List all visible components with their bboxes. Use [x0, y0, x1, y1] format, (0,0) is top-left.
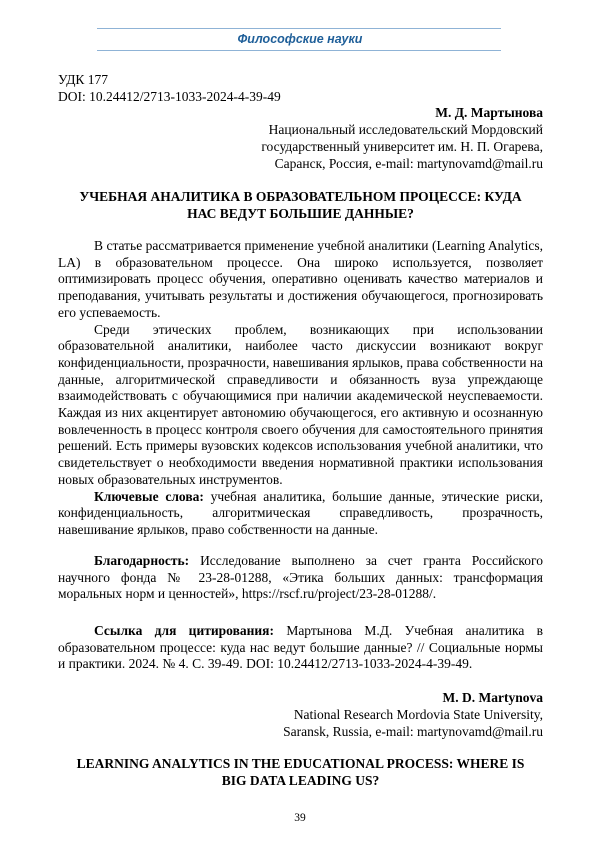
keywords: [58, 489, 543, 539]
section-header: Философские науки: [0, 32, 600, 46]
article-meta: [58, 71, 281, 105]
keywords-text: учебная аналитика, большие данные, этические риски, конфиденциальность, алгоритмическая справедливость, прозрачность, навешивание ярлыков, право собственности на данные.: [58, 489, 543, 537]
author-affiliation-ru-1: Национальный исследовательский Мордовский: [261, 121, 543, 138]
abstract: [58, 238, 543, 539]
author-block-ru: [261, 104, 543, 172]
author-affiliation-ru-3: Саранск, Россия, e-mail: martynovamd@mail.ru: [261, 155, 543, 172]
header-rule-top: [97, 28, 501, 29]
author-block-en: [283, 689, 543, 740]
author-name-ru: М. Д. Мартынова: [261, 104, 543, 121]
header-rule-bottom: [97, 50, 501, 51]
citation-text: Мартынова М.Д. Учебная аналитика в образовательном процессе: куда нас ведут большие данные? // Социальные нормы и практики. 2024. № 4. С. 39-49. DOI: 10.24412/2713-1033-2024-4-39-49.: [58, 623, 543, 671]
title-ru-line-2: НАС ВЕДУТ БОЛЬШИЕ ДАННЫЕ?: [58, 205, 543, 222]
abstract-paragraph-2: Среди этических проблем, возникающих при использовании образовательной аналитики, наиболее часто дискуссии возникают вокруг конфиденциальности, прозрачности, навешивания ярлыков, права собственности на данные, алгоритмической справедливости и обязанность вуза упреждающе взаимодействовать с обучающимися при наличии академической неуспеваемости. Каждая из них акцентирует автономию обучающегося, его активную и осознанную вовлеченность в процесс контроля своего обучения для самостоятельного принятия решений. Есть примеры вузовских кодексов использования учебной аналитики, что свидетельствует о необходимости введения нормативной практики использования новых образовательных инструментов.: [58, 322, 543, 489]
acknowledgment: [58, 553, 543, 603]
acknowledgment-block: [58, 553, 543, 603]
citation-block: [58, 623, 543, 673]
author-affiliation-en-1: National Research Mordovia State University,: [283, 706, 543, 723]
journal-page: [0, 0, 600, 849]
title-ru-line-1: УЧЕБНАЯ АНАЛИТИКА В ОБРАЗОВАТЕЛЬНОМ ПРОЦЕССЕ: КУДА: [58, 188, 543, 205]
citation-label: Ссылка для цитирования:: [94, 623, 274, 638]
udc-code: УДК 177: [58, 71, 281, 88]
page-number: 39: [0, 812, 600, 824]
title-en-line-2: BIG DATA LEADING US?: [58, 772, 543, 789]
author-name-en: M. D. Martynova: [283, 689, 543, 706]
citation: [58, 623, 543, 673]
abstract-paragraph-1: В статье рассматривается применение учебной аналитики (Learning Analytics, LA) в образовательном процессе. Она широко используется, позволяет оптимизировать процесс обучения, оперативно оценивать качество материалов и преподавания, учитывать результаты и достижения обучающегося, прогнозировать его успеваемость.: [58, 238, 543, 322]
acknowledgment-text: Исследование выполнено за счет гранта Российского научного фонда № 23-28-01288, «Этика больших данных: трансформация моральных норм и ценностей», https://rscf.ru/project/23-28-01288/.: [58, 553, 543, 601]
article-title-en: [58, 755, 543, 789]
title-en-line-1: LEARNING ANALYTICS IN THE EDUCATIONAL PROCESS: WHERE IS: [58, 755, 543, 772]
doi: DOI: 10.24412/2713-1033-2024-4-39-49: [58, 88, 281, 105]
acknowledgment-label: Благодарность:: [94, 553, 189, 568]
author-affiliation-ru-2: государственный университет им. Н. П. Огарева,: [261, 138, 543, 155]
article-title-ru: [58, 188, 543, 222]
author-affiliation-en-2: Saransk, Russia, e-mail: martynovamd@mail.ru: [283, 723, 543, 740]
keywords-label: Ключевые слова:: [94, 489, 204, 504]
